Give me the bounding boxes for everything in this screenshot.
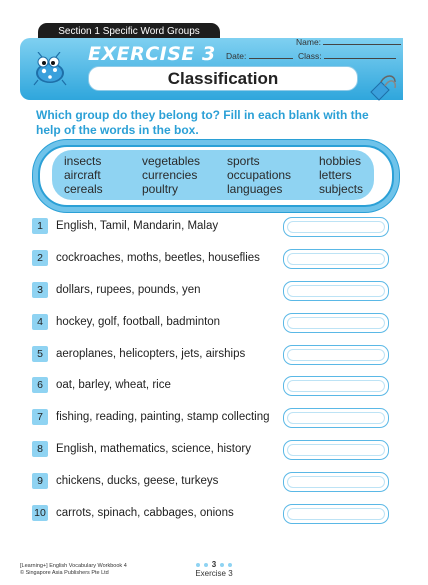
page-number: 3	[211, 560, 217, 569]
question-number: 3	[32, 282, 48, 298]
class-line	[324, 50, 396, 59]
page-title: Classification	[88, 66, 358, 91]
answer-field[interactable]	[283, 345, 389, 365]
question-number: 10	[32, 505, 48, 521]
answer-field[interactable]	[283, 472, 389, 492]
class-label: Class:	[298, 51, 322, 61]
date-label: Date:	[226, 51, 247, 61]
question-text: aeroplanes, helicopters, jets, airships	[56, 348, 246, 360]
word-poultry: poultry	[142, 182, 179, 196]
name-line	[323, 36, 401, 45]
answer-field[interactable]	[283, 376, 389, 396]
question-text: carrots, spinach, cabbages, onions	[56, 507, 234, 519]
word-currencies: currencies	[142, 168, 198, 182]
word-subjects: subjects	[319, 182, 364, 196]
question-text: cockroaches, moths, beetles, houseflies	[56, 252, 260, 264]
question-number: 7	[32, 409, 48, 425]
word-hobbies: hobbies	[319, 154, 362, 168]
question-text: oat, barley, wheat, rice	[56, 379, 171, 391]
word-languages: languages	[227, 182, 283, 196]
answer-field[interactable]	[283, 408, 389, 428]
page-footer	[178, 560, 250, 578]
section-tab: Section 1 Specific Word Groups	[38, 23, 220, 41]
footer-credits	[20, 563, 127, 577]
question-text: English, mathematics, science, history	[56, 443, 251, 455]
dot-icon	[204, 563, 208, 567]
answer-field[interactable]	[283, 249, 389, 269]
question-number: 1	[32, 218, 48, 234]
date-line	[249, 50, 293, 59]
dot-icon	[220, 563, 224, 567]
question-text: English, Tamil, Mandarin, Malay	[56, 220, 219, 232]
word-aircraft: aircraft	[64, 168, 101, 182]
question-number: 9	[32, 473, 48, 489]
dot-icon	[196, 563, 200, 567]
word-occupations: occupations	[227, 168, 292, 182]
exercise-reference: Exercise 3	[195, 569, 233, 578]
question-text: dollars, rupees, pounds, yen	[56, 284, 201, 296]
word-cereals: cereals	[64, 182, 103, 196]
date-field[interactable]	[226, 50, 293, 61]
answer-field[interactable]	[283, 281, 389, 301]
question-number: 6	[32, 377, 48, 393]
footer-copyright: © Singapore Asia Publishers Pte Ltd	[20, 570, 109, 576]
dot-icon	[228, 563, 232, 567]
question-number: 5	[32, 346, 48, 362]
page-number-row	[178, 560, 250, 569]
word-letters: letters	[319, 168, 352, 182]
question-number: 8	[32, 441, 48, 457]
instructions: Which group do they belong to? Fill in each blank with the help of the words in the box.	[36, 108, 369, 137]
answer-field[interactable]	[283, 313, 389, 333]
binder-clip-icon	[367, 70, 399, 104]
name-label: Name:	[296, 37, 322, 47]
name-field[interactable]	[296, 36, 401, 47]
answer-field[interactable]	[283, 440, 389, 460]
question-text: hockey, golf, football, badminton	[56, 316, 221, 328]
answer-field[interactable]	[283, 504, 389, 524]
question-number: 2	[32, 250, 48, 266]
footer-book-title: [Learning+] English Vocabulary Workbook 4	[20, 563, 127, 569]
word-vegetables: vegetables	[142, 154, 201, 168]
class-field[interactable]	[298, 50, 396, 61]
exercise-label: EXERCISE 3	[88, 43, 216, 65]
question-text: chickens, ducks, geese, turkeys	[56, 475, 219, 487]
word-sports: sports	[227, 154, 260, 168]
question-number: 4	[32, 314, 48, 330]
question-text: fishing, reading, painting, stamp collecting	[56, 411, 270, 423]
answer-field[interactable]	[283, 217, 389, 237]
ladybug-mascot-icon	[30, 52, 70, 86]
word-insects: insects	[64, 154, 102, 168]
